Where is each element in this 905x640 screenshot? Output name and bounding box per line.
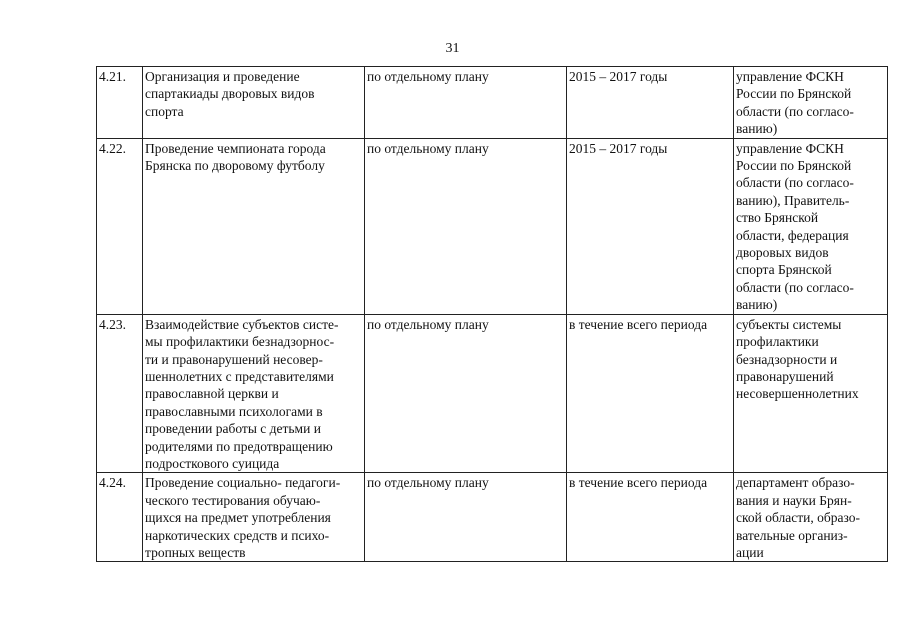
executor-line: правонарушений [736, 368, 834, 384]
table-row [97, 138, 888, 314]
event-line: мы профилактики безнадзорнос- [145, 334, 335, 350]
executor-line: области (по согласо- [736, 279, 854, 295]
event-line: Брянска по дворовому футболу [145, 158, 325, 174]
event-line: тропных веществ [145, 544, 246, 560]
event-line: ти и правонарушений несовер- [145, 351, 323, 367]
event-line: спартакиады дворовых видов [145, 86, 315, 102]
item-number-cell: 4.24. [97, 473, 143, 562]
executor-line: ванию) [736, 297, 778, 313]
event-line: спорта [145, 103, 184, 119]
executor-line: ство Брянской [736, 210, 819, 226]
item-number-cell: 4.23. [97, 314, 143, 473]
event-line: православной церкви и [145, 386, 279, 402]
item-number-cell: 4.21. [97, 67, 143, 139]
event-line: Проведение социально- педагоги- [145, 475, 341, 491]
event-line: наркотических средств и психо- [145, 527, 330, 543]
event-description-cell [143, 138, 365, 314]
item-number-cell: 4.22. [97, 138, 143, 314]
executor-line: вательные организ- [736, 527, 848, 543]
event-line: проведении работы с детьми и [145, 421, 321, 437]
executor-line: управление ФСКН [736, 69, 844, 84]
executor-line: департамент образо- [736, 475, 855, 491]
deadline-cell: по отдельному плану [365, 67, 567, 139]
period-cell: 2015 – 2017 годы [567, 67, 734, 139]
page-number: 31 [445, 41, 460, 56]
deadline-cell: по отдельному плану [365, 138, 567, 314]
period-cell: 2015 – 2017 годы [567, 138, 734, 314]
event-line: Взаимодействие субъектов систе- [145, 316, 339, 332]
event-line: Проведение чемпионата города [145, 140, 326, 156]
executor-cell [734, 67, 888, 139]
executor-line: безнадзорности и [736, 351, 838, 367]
event-description-cell [143, 473, 365, 562]
executor-line: ации [736, 544, 764, 560]
deadline-cell: по отдельному плану [365, 314, 567, 473]
table-row [97, 67, 888, 139]
event-description-cell [143, 67, 365, 139]
executor-line: профилактики [736, 334, 819, 350]
executor-line: ванию), Правитель- [736, 192, 850, 208]
event-line: родителями по предотвращению [145, 438, 333, 454]
event-description-cell [143, 314, 365, 473]
executor-line: области (по согласо- [736, 175, 854, 191]
executor-line: несовершеннолетних [736, 386, 859, 402]
executor-line: дворовых видов [736, 245, 829, 261]
executor-cell [734, 314, 888, 473]
period-cell: в течение всего периода [567, 473, 734, 562]
event-line: подросткового суицида [145, 455, 280, 471]
executor-line: ванию) [736, 121, 778, 137]
executor-line: управление ФСКН [736, 140, 844, 156]
event-line: православными психологами в [145, 403, 323, 419]
executor-line: области (по согласо- [736, 103, 854, 119]
event-line: щихся на предмет употребления [145, 510, 331, 526]
executor-line: спорта Брянской [736, 262, 832, 278]
deadline-cell: по отдельному плану [365, 473, 567, 562]
executor-line: субъекты системы [736, 316, 842, 332]
executor-line: области, федерация [736, 227, 849, 243]
period-cell: в течение всего периода [567, 314, 734, 473]
executor-cell [734, 473, 888, 562]
executor-line: России по Брянской [736, 86, 852, 102]
table-row [97, 473, 888, 562]
executor-cell [734, 138, 888, 314]
event-line: шеннолетних с представителями [145, 368, 334, 384]
executor-line: России по Брянской [736, 158, 852, 174]
table-row [97, 314, 888, 473]
executor-line: ской области, образо- [736, 510, 860, 526]
executor-line: вания и науки Брян- [736, 492, 852, 508]
event-line: Организация и проведение [145, 69, 300, 84]
measures-table [96, 66, 888, 562]
event-line: ческого тестирования обучаю- [145, 492, 321, 508]
